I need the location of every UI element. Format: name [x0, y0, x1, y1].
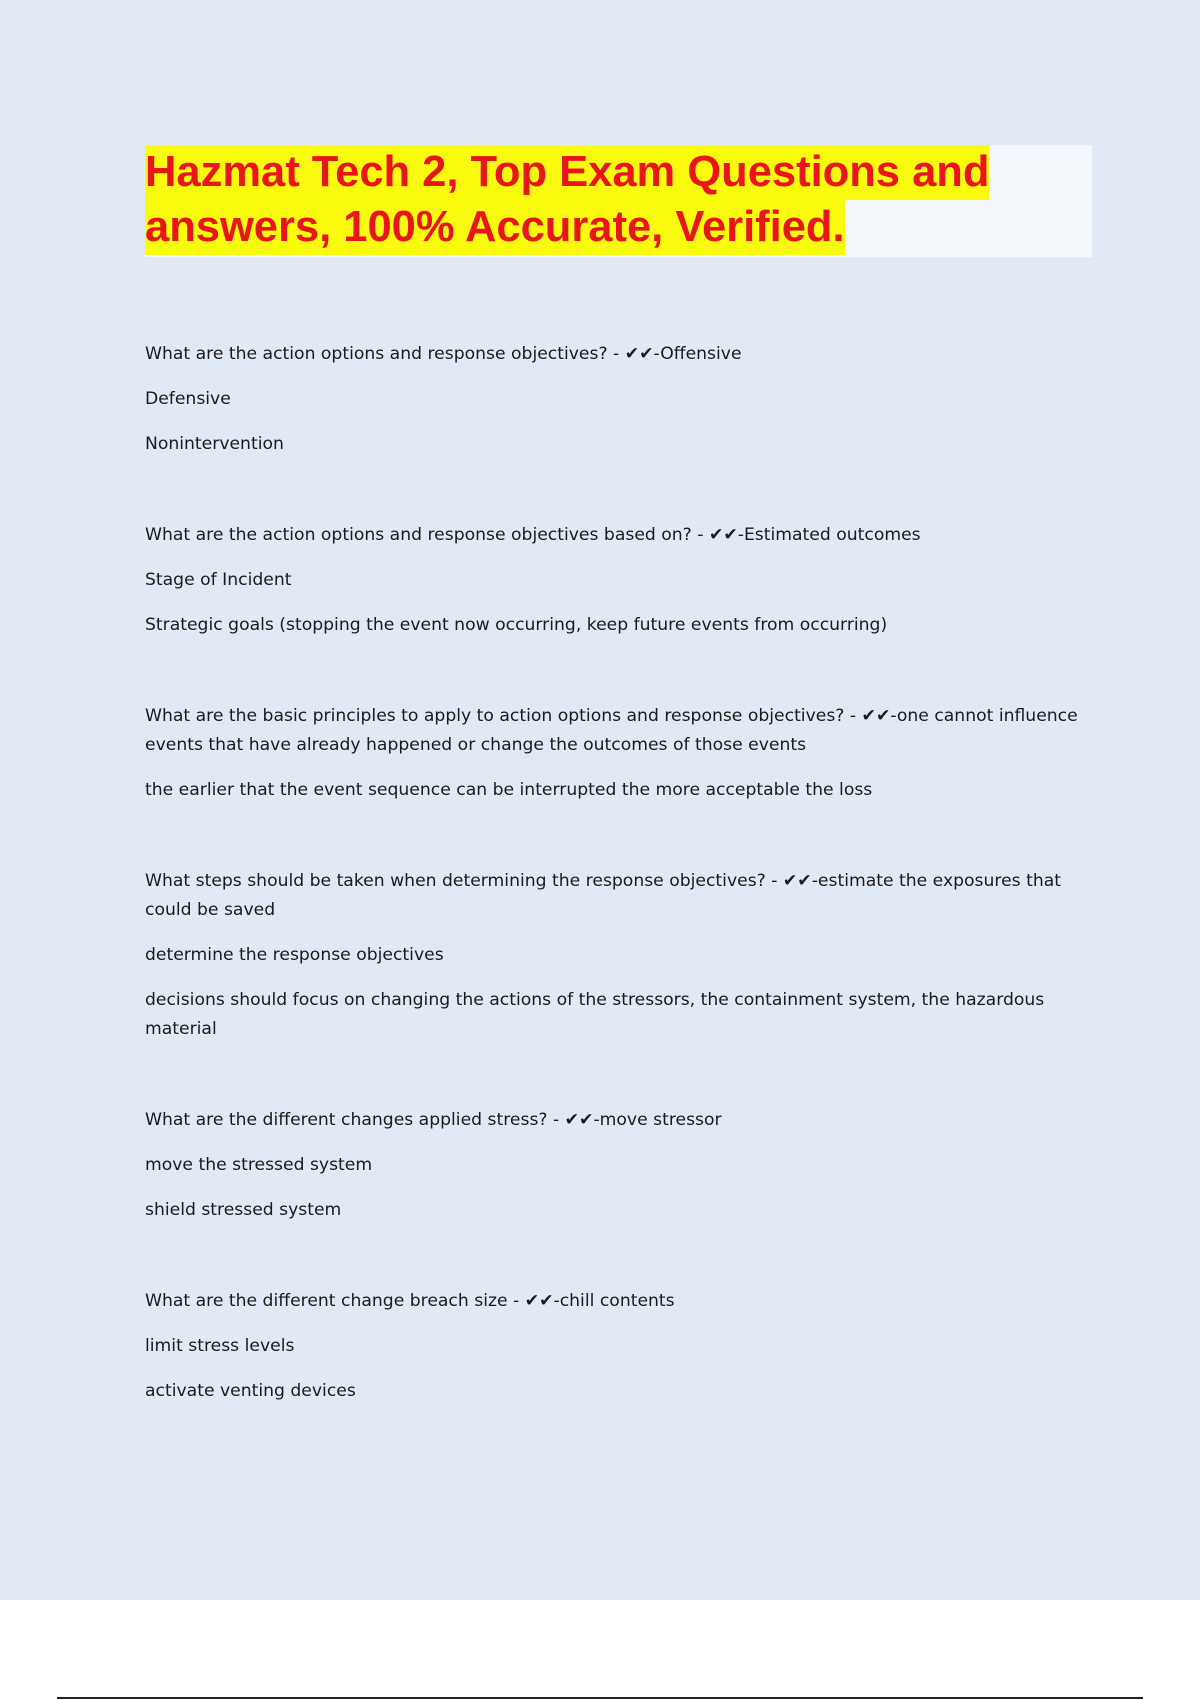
double-check-icon: ✔✔: [782, 871, 812, 891]
document-body: [145, 145, 1095, 1468]
page-title: [145, 145, 1092, 255]
answer-lead: -chill contents: [553, 1291, 675, 1311]
answer-lead: -estimate the exposures that could be saved: [145, 871, 1061, 920]
title-line-2: answers, 100% Accurate, Verified.: [145, 200, 845, 255]
answer-line: activate venting devices: [145, 1381, 356, 1401]
question-line: [145, 340, 1095, 369]
answer-lead: -Estimated outcomes: [737, 525, 921, 545]
double-check-icon: ✔✔: [708, 525, 738, 545]
double-check-icon: ✔✔: [564, 1110, 594, 1130]
question-text: What are the action options and response objectives based on? -: [145, 525, 709, 545]
answer-line: limit stress levels: [145, 1336, 295, 1356]
answer-lead: -Offensive: [653, 344, 742, 364]
answer-line: determine the response objectives: [145, 945, 444, 965]
answer-lead: -move stressor: [593, 1110, 722, 1130]
double-check-icon: ✔✔: [861, 706, 891, 726]
title-block: [145, 145, 1092, 257]
answer-line: move the stressed system: [145, 1155, 373, 1175]
answer-line: Stage of Incident: [145, 570, 292, 590]
question-line: [145, 1106, 1095, 1135]
qa-item-2: [145, 521, 1095, 640]
question-text: What are the basic principles to apply to action options and response objectives? -: [145, 706, 862, 726]
question-line: [145, 1287, 1095, 1316]
answer-line: shield stressed system: [145, 1200, 342, 1220]
question-text: What are the different change breach size -: [145, 1291, 525, 1311]
answer-line: the earlier that the event sequence can be interrupted the more acceptable the loss: [145, 780, 873, 800]
qa-item-1: [145, 340, 1095, 459]
qa-item-3: [145, 702, 1095, 805]
question-text: What are the action options and response objectives? -: [145, 344, 625, 364]
question-line: [145, 702, 1095, 760]
title-line-1: Hazmat Tech 2, Top Exam Questions and: [145, 145, 989, 200]
qa-list: [145, 340, 1095, 1406]
double-check-icon: ✔✔: [624, 344, 654, 364]
qa-item-4: [145, 867, 1095, 1044]
question-text: What are the different changes applied stress? -: [145, 1110, 565, 1130]
answer-line: Defensive: [145, 389, 231, 409]
answer-line: decisions should focus on changing the actions of the stressors, the containment system, the hazardous material: [145, 990, 1045, 1039]
qa-item-6: [145, 1287, 1095, 1406]
double-check-icon: ✔✔: [524, 1291, 554, 1311]
question-line: [145, 521, 1095, 550]
footer-divider: [57, 1697, 1143, 1699]
answer-line: Strategic goals (stopping the event now occurring, keep future events from occurring): [145, 615, 888, 635]
question-text: What steps should be taken when determining the response objectives? -: [145, 871, 783, 891]
qa-item-5: [145, 1106, 1095, 1225]
answer-line: Nonintervention: [145, 434, 284, 454]
question-line: [145, 867, 1095, 925]
answer-lead: -one cannot influence events that have already happened or change the outcomes of those events: [145, 706, 1078, 755]
